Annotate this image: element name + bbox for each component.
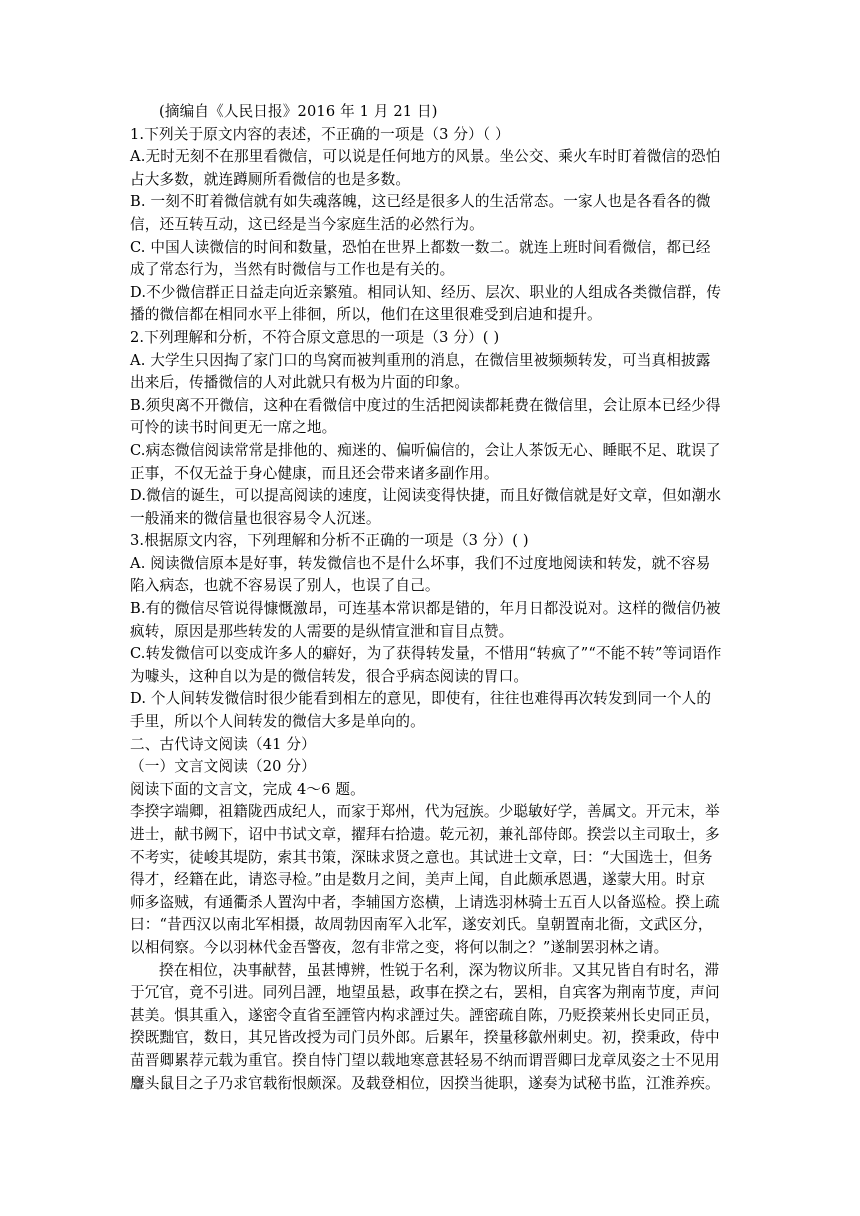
text-line: 李揆字端卿，祖籍陇西成纪人，而家于郑州，代为冠族。少聪敏好学，善属文。开元末，举 xyxy=(130,803,720,821)
text-line: 2.下列理解和分析，不符合原文意思的一项是（3 分）( ) xyxy=(130,328,500,346)
text-line: 信，还互转互动，这已经是当今家庭生活的必然行为。 xyxy=(130,215,484,233)
text-line: B.有的微信尽管说得慷慨激昂，可连基本常识都是错的，年月日都没说对。这样的微信仍被 xyxy=(130,600,721,618)
text-line: 手里，所以个人间转发的微信大多是单向的。 xyxy=(130,713,425,731)
text-line: A.无时无刻不在那里看微信，可以说是任何地方的风景。坐公交、乘火车时盯着微信的恐怕 xyxy=(130,148,721,166)
text-line: （一）文言文阅读（20 分） xyxy=(130,758,316,776)
text-line: 不考实，徒峻其堤防，索其书策，深昧求贤之意也。其试进士文章，曰：“大国选士，但务 xyxy=(130,848,713,866)
source-citation: (摘编自《人民日报》2016 年 1 月 21 日) xyxy=(159,103,438,120)
text-line: 阅读下面的文言文，完成 4～6 题。 xyxy=(130,780,365,798)
text-line: 进士，献书阙下，诏中书试文章，擢拜右拾遗。乾元初，兼礼部侍郎。揆尝以主司取士，多 xyxy=(130,826,720,843)
text-line: 占大多数，就连蹲厕所看微信的也是多数。 xyxy=(130,170,411,188)
document-body xyxy=(130,101,738,1095)
text-line: 为噱头，这种自以为是的微信转发，很合乎病态阅读的胃口。 xyxy=(130,667,529,685)
text-line: 陷入病态，也就不容易误了别人，也误了自己。 xyxy=(130,577,440,595)
text-line: 得才，经籍在此，请恣寻检。”由是数月之间，美声上闻，自此颇承恩遇，遂蒙大用。时京 xyxy=(130,871,706,889)
text-line: 以相伺察。今以羽林代金吾警夜，忽有非常之变，将何以制之？”遂制罢羽林之请。 xyxy=(130,938,669,956)
text-line: 甚美。惧其重入，遂密令直省至諲管内构求諲过失。諲密疏自陈，乃贬揆莱州长史同正员， xyxy=(130,1006,720,1024)
text-line: 揆在相位，决事献替，虽甚博辨，性锐于名利，深为物议所非。又其兄皆自有时名，滞 xyxy=(159,961,720,979)
text-line: 曰：“昔西汉以南北军相摄，故周勃因南军入北军，遂安刘氏。皇朝置南北衙，文武区分， xyxy=(130,916,713,934)
text-line: 3.根据原文内容，下列理解和分析不正确的一项是（3 分）( ) xyxy=(130,532,529,550)
text-line: C.转发微信可以变成许多人的癖好，为了获得转发量，不惜用“转疯了”“不能不转”等词语作 xyxy=(130,645,722,663)
text-line: 正事，不仅无益于身心健康，而且还会带来诸多副作用。 xyxy=(130,464,499,482)
text-line: 1.下列关于原文内容的表述，不正确的一项是（3 分）（ ） xyxy=(130,125,510,143)
text-line: B.须臾离不开微信，这种在看微信中度过的生活把阅读都耗费在微信里，会让原本已经少得 xyxy=(130,396,721,414)
text-line: A. 阅读微信原本是好事，转发微信也不是什么坏事，我们不过度地阅读和转发，就不容易 xyxy=(130,554,711,572)
text-line: A. 大学生只因掏了家门口的鸟窝而被判重刑的消息，在微信里被频频转发，可当真相披露 xyxy=(130,351,711,369)
text-line: D.不少微信群正日益走向近亲繁殖。相同认知、经历、层次、职业的人组成各类微信群，传 xyxy=(130,283,722,301)
text-line: 可怜的读书时间更无一席之地。 xyxy=(130,419,337,437)
text-line: 苗晋卿累荐元载为重官。揆自恃门望以载地寒意甚轻易不纳而谓晋卿曰龙章凤姿之士不见用 xyxy=(130,1051,720,1069)
text-line: 疯转，原因是那些转发的人需要的是纵情宣泄和盲目点赞。 xyxy=(130,622,514,640)
text-line: 麞头鼠目之子乃求官载衔恨颇深。及载登相位，因揆当徙职，遂奏为试秘书监，江淮养疾。 xyxy=(130,1074,720,1092)
text-line: 播的微信都在相同水平上徘徊，所以，他们在这里很难受到启迪和提升。 xyxy=(130,306,602,324)
text-line: 成了常态行为，当然有时微信与工作也是有关的。 xyxy=(130,261,455,279)
text-line: 揆既黜官，数日，其兄皆改授为司门员外郎。后累年，揆量移歙州刺史。初，揆秉政，侍中 xyxy=(130,1029,720,1047)
text-line: D. 个人间转发微信时很少能看到相左的意见，即使有，往往也难得再次转发到同一个人的 xyxy=(130,690,712,708)
text-line: C.病态微信阅读常常是排他的、痴迷的、偏听偏信的，会让人茶饭无心、睡眠不足、耽误了 xyxy=(130,441,721,459)
text-line: C. 中国人读微信的时间和数量，恐怕在世界上都数一数二。就连上班时间看微信，都已经 xyxy=(130,238,711,256)
text-line: 一般涌来的微信量也很容易令人沉迷。 xyxy=(130,509,381,527)
text-line: D.微信的诞生，可以提高阅读的速度，让阅读变得快捷，而且好微信就是好文章，但如潮水 xyxy=(130,487,722,505)
text-line: 师多盗贼，有通衢杀人置沟中者，李辅国方恣横，上请选羽林骑士五百人以备巡检。揆上疏 xyxy=(130,893,720,911)
text-line: 出来后，传播微信的人对此就只有极为片面的印象。 xyxy=(130,374,470,392)
text-line: 于冗官，竟不引进。同列吕諲，地望虽悬，政事在揆之右，罢相，自宾客为荆南节度，声问 xyxy=(130,984,720,1002)
text-line: B. 一刻不盯着微信就有如失魂落魄，这已经是很多人的生活常态。一家人也是各看各的微 xyxy=(130,193,711,211)
text-line: 二、古代诗文阅读（41 分） xyxy=(130,735,316,753)
